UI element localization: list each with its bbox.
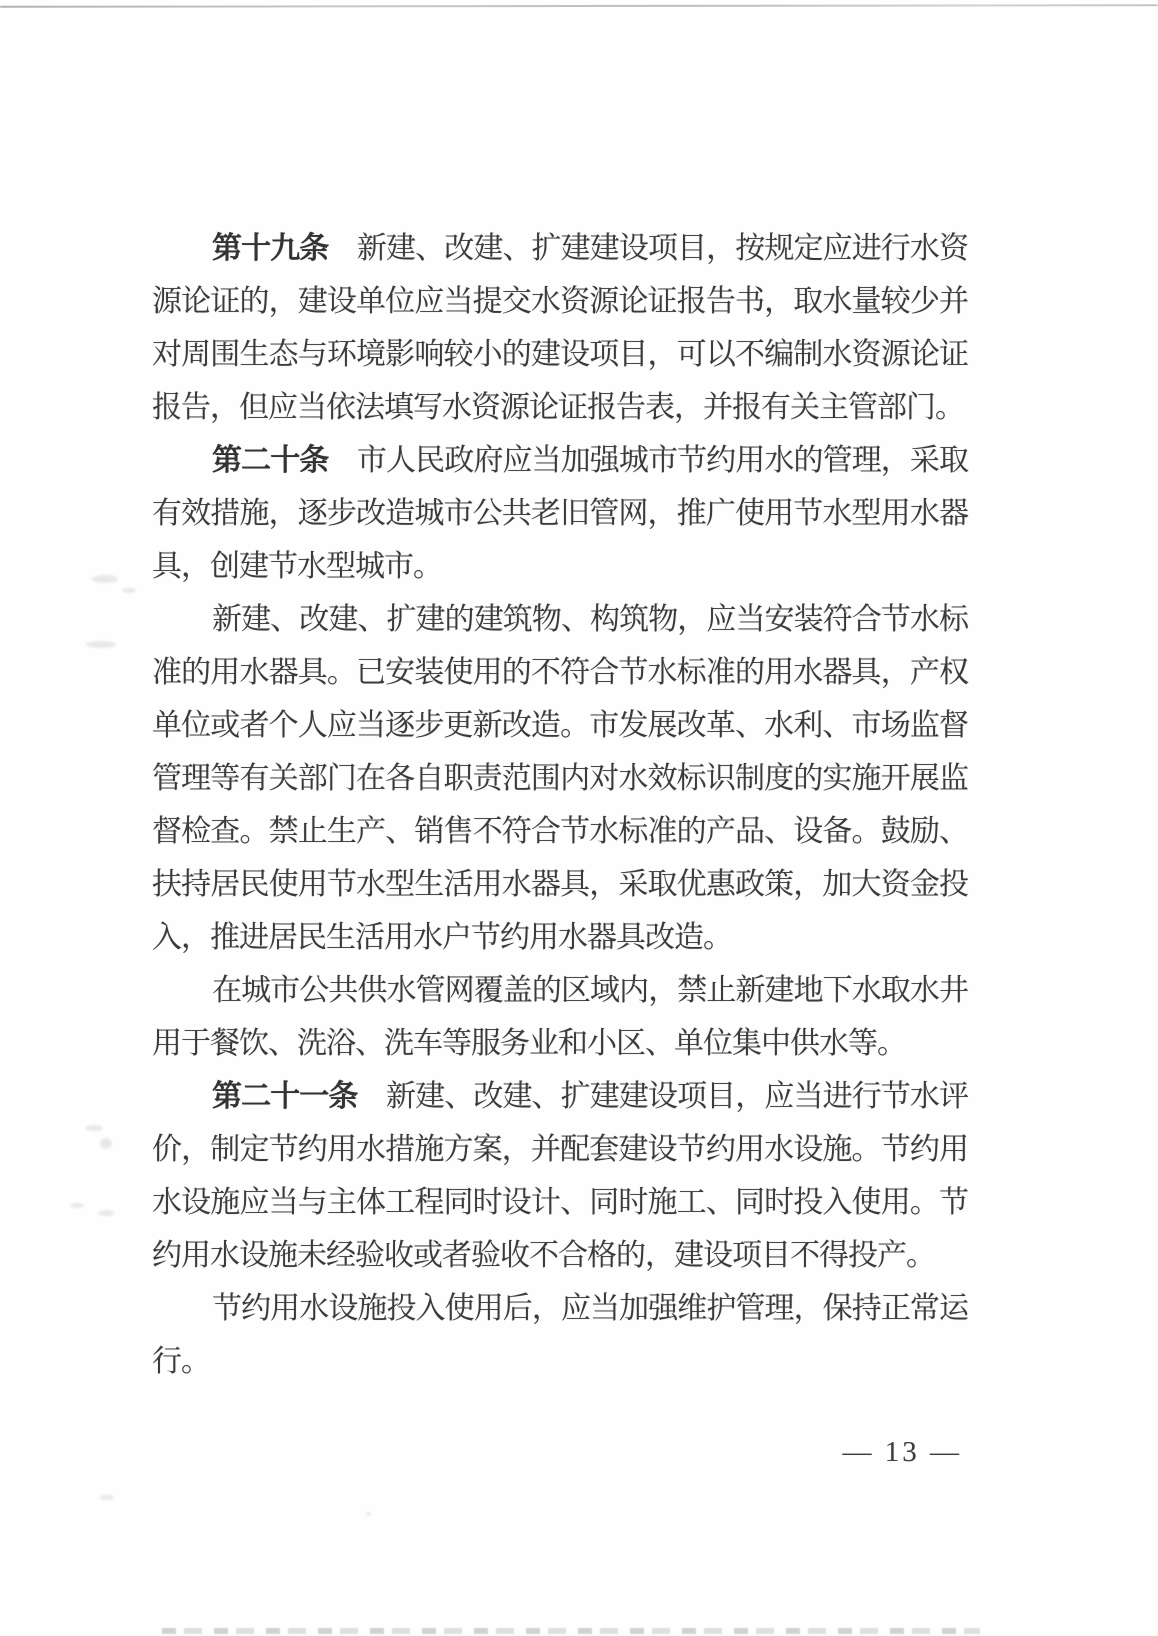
paragraph-text: 新建、改建、扩建建设项目，应当进行节水评价，制定节约用水措施方案，并配套建设节约用水设施。节约用水设施应当与主体工程同时设计、同时施工、同时投入使用。节约用水设施未经验收或者验收不合格的，建设项目不得投产。 xyxy=(152,1080,969,1272)
scan-smudge xyxy=(366,1512,371,1516)
page-bottom-text-bleed xyxy=(162,1628,980,1634)
paragraph-article-19 xyxy=(152,222,968,434)
scan-smudge xyxy=(100,1495,114,1500)
scan-smudge xyxy=(122,588,136,593)
scan-smudge xyxy=(86,641,116,648)
article-number: 第二十条 xyxy=(212,444,329,477)
article-number: 第十九条 xyxy=(212,232,329,265)
paragraph-article-21 xyxy=(152,1070,968,1282)
scan-smudge xyxy=(85,1125,103,1131)
scan-edge-line xyxy=(0,4,1158,8)
paragraph-article-20-clause-3 xyxy=(152,964,968,1070)
paragraph-article-21-clause-2 xyxy=(152,1282,968,1388)
paragraph-article-20-clause-2 xyxy=(152,593,968,964)
scan-smudge xyxy=(100,1138,112,1149)
scan-smudge xyxy=(92,575,118,583)
paragraph-text: 在城市公共供水管网覆盖的区域内，禁止新建地下水取水井用于餐饮、洗浴、洗车等服务业和小区、单位集中供水等。 xyxy=(152,974,968,1060)
scan-smudge xyxy=(70,1203,84,1208)
document-body xyxy=(152,222,968,1388)
page-number: — 13 — xyxy=(842,1436,962,1468)
paragraph-text: 新建、改建、扩建建设项目，按规定应进行水资源论证的，建设单位应当提交水资源论证报告书，取水量较少并对周围生态与环境影响较小的建设项目，可以不编制水资源论证报告，但应当依法填写水资源论证报告表，并报有关主管部门。 xyxy=(152,232,969,424)
scan-smudge xyxy=(98,1210,114,1216)
paragraph-text: 节约用水设施投入使用后，应当加强维护管理，保持正常运行。 xyxy=(152,1292,968,1378)
article-number: 第二十一条 xyxy=(212,1080,358,1113)
paragraph-text: 新建、改建、扩建的建筑物、构筑物，应当安装符合节水标准的用水器具。已安装使用的不符合节水标准的用水器具，产权单位或者个人应当逐步更新改造。市发展改革、水利、市场监督管理等有关部门在各自职责范围内对水效标识制度的实施开展监督检查。禁止生产、销售不符合节水标准的产品、设备。鼓励、扶持居民使用节水型生活用水器具，采取优惠政策，加大资金投入，推进居民生活用水户节约用水器具改造。 xyxy=(152,603,968,954)
paragraph-text: 市人民政府应当加强城市节约用水的管理，采取有效措施，逐步改造城市公共老旧管网，推广使用节水型用水器具，创建节水型城市。 xyxy=(152,444,969,583)
paragraph-article-20 xyxy=(152,434,968,593)
